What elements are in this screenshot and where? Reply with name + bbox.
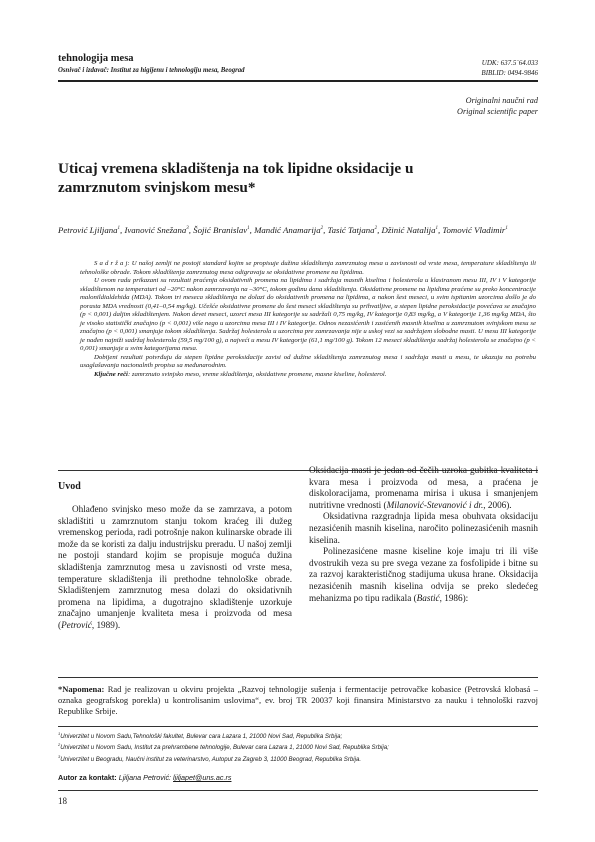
contact-author — [58, 773, 231, 782]
author: Ivanović Snežana$^3$, — [124, 224, 194, 235]
body-paragraph: Oksidacija masti je jedan od čečih uzroka gubitka kvaliteta i kvara mesa i proizvoda od mesa, a praćena je diskoloracijama, promenama mirisa i ukusa i smanjenjem nutritivne vrednosti (Milanović-Stevanović i dr., 2006). — [309, 465, 538, 510]
contact-name: Ljiljana Petrović: — [118, 773, 172, 782]
author: Tasić Tatjana$^2$, — [327, 224, 382, 235]
abstract-paragraph-1: S a d r ž a j: U našoj zemlji ne postoji standard kojim se propisuje dužina skladištenja zamrznutog mesa u zavisnosti od vrste mesa, temperature skladištenja ili tehnološke obrade. Tokom skladištenja zamrznutog mesa odigravaju se oksidativne promene na lipidima. — [80, 260, 536, 276]
title-line-1: Uticaj vremena skladištenja na tok lipidne oksidacije u — [58, 160, 414, 177]
abstract-paragraph-3: Dobijeni rezultati potvrđuju da stepen lipidne peroksidacije zavisi od dužine skladištenja zamrznutog mesa i sadržaja masti u mesu, te ukazuju na potrebu usaglašavanja nacionalnih propisa sa međunarodnim. — [80, 353, 536, 369]
section-heading: Uvod — [58, 481, 81, 492]
publisher-line: Osnivač i izdavač: Institut za higijenu i tehnologiju mesa, Beograd — [58, 67, 245, 74]
body-right-column — [309, 465, 538, 604]
citation: Petrović — [61, 619, 92, 630]
footnote-rule — [58, 677, 538, 678]
body-paragraph: Oksidativna razgradnja lipida mesa obuhvata oksidaciju nezasićenih masnih kiselina, naročito polinezasićenih masnih kiselina. — [309, 511, 538, 545]
author: Tomović Vladimir$^1$ — [442, 224, 508, 235]
biblid-code: BIBLID: 0494-9846 — [481, 69, 538, 77]
citation: Bastić — [416, 592, 440, 603]
keywords-text: : zamrznuto svinjsko meso, vreme skladištenja, oksidativne promene, masne kiseline, holesterol. — [127, 370, 387, 378]
abstract — [80, 260, 536, 379]
keywords — [80, 371, 536, 380]
contact-label: Autor za kontakt: — [58, 773, 117, 782]
page-number: 18 — [58, 796, 67, 806]
keywords-label: Ključne reči — [94, 370, 128, 378]
author: Mandić Anamarija$^2$, — [254, 224, 328, 235]
author: Džinić Natalija$^1$, — [381, 224, 443, 235]
journal-name: tehnologija mesa — [58, 53, 134, 64]
affiliation: $^3$Univerzitet u Beogradu, Naučni institut za veterinarstvo, Autoput za Zagreb 3, 11000 Beograd, Republika Srbija. — [58, 753, 362, 763]
affiliations — [58, 730, 538, 764]
body-paragraph: Ohlađeno svinjsko meso može da se zamrzava, a potom skladištiti u zamrznutom stanju tokom kraćeg ili dužeg vremenskog perioda, radi potrošnje nakon kulinarske obrade ili može da se koristi za dalju industrijsku preradu. U našoj zemlji ne postoji standard kojim se propisuje moguća dužina skladištenja zamrznutog mesa u zavisnosti od vrste mesa, temperature skladištenja ili prethodne tehnološke obrade. Skladištenjem zamrznutog mesa dolazi do oksidativnih promena na lipidima, a dugotrajno skladištenje uzorkuje značajno umanjenje kvaliteta mesa i proizvoda od mesa (Petrović, 1989). — [58, 504, 292, 630]
citation: Milanović-Stevanović i dr. — [386, 499, 484, 510]
author-list — [58, 223, 536, 236]
body-left-column — [58, 504, 292, 632]
contact-email-link[interactable]: ljiljapet@uns.ac.rs — [173, 773, 232, 782]
affiliations-rule — [58, 726, 538, 727]
paper-type-sr: Originalni naučni rad — [465, 96, 538, 105]
abstract-paragraph-2: U ovom radu prikazani su rezultati praćenja oksidativnih promena na lipidima i sadržaja masnih kiselina i holesterola u klasiranom mesu III, IV i V kategorije skladištenom na temperaturi od –20°C nakon zamrzavanja na –30°C, tokom godinu dana skladištenja. Oksidativne promene na lipidima praćene su preko koncentracije malonildialdehida (MDA). Tokom tri meseca skladištenja ne dolazi do oksidativnih promena na lipidima, a nakon šest meseci, u svim ispitanim uzorcima došlo je do porasta MDA vrednosti (0,41–0,54 mg/kg). Učešće oksidativne promene do šest meseci skladištenja su prihvatljive, a stepen lipidne peroksidacije povećava se značajno (p < 0,001) daljim skladištenjem. Nakon devet meseci, uzorci mesa III kategorije su sadržali 0,75 mg/kg, IV kategorije 0,83 mg/kg, a V kategorije 1,36 mg/kg MDA, što je visoko statistički značajno (p < 0,001) više nego u uzorcima mesa III i IV kategorije. Odnos nezasićenih i zasićenih masnih kiselina u zamrznutom svinjskom mesu se značajno (p < 0,001) smanjuje tokom skladištenja. Sadržaj holesterola u uzorcima pre zamrzavanja nije u uskoj vezi sa sadržajem slobodne masti. U mesu III kategorije je nađen najniži sadržaj holesterola (59,5 mg/100 g), a najveći u mesu IV kategorije (61,1 mg/100 g). Tokom 12 meseci skladištenja sadržaj holesterola se značajno (p < 0,001) smanjuje u svim kategorijama mesa. — [80, 277, 536, 352]
paper-type-en: Original scientific paper — [457, 107, 538, 116]
header-rule — [58, 80, 538, 82]
note-text: Rad je realizovan u okviru projekta „Razvoj tehnologije sušenja i fermentacije petrovačke kobasice (Petrovská klobasá – oznaka geografskog porekla) u kontrolisanim uslovima“, ev. broj TR 20037 koji finansira Ministarstvo za nauku i tehnološki razvoj Republike Srbije. — [58, 684, 538, 716]
funding-note — [58, 684, 538, 717]
title-line-2: zamrznutom svinjskom mesu* — [58, 179, 256, 196]
body-paragraph: Polinezasićene masne kiseline koje imaju tri ili više dvostrukih veza su pre svega vezane za fosfolipide i bitne su za razvoj karakterističnog stadijuma ukusa hrane. Oksidacija nezasićenih masnih kiselina odvija se preko sledećeg mehanizma po tipu radikala (Bastić, 1986): — [309, 546, 538, 603]
author: Petrović Ljiljana$^1$, — [58, 224, 125, 235]
paper-title — [58, 159, 538, 197]
note-label: *Napomena: — [58, 684, 105, 694]
author: Šojić Branislav$^1$, — [193, 224, 255, 235]
affiliation: $^2$Univerzitet u Novom Sadu, Institut za prehrambene tehnologije, Bulevar cara Lazara 1, 21000 Novi Sad, Republika Srbija; — [58, 742, 389, 752]
affiliation: $^1$Univerzitet u Novom Sadu,Tehnološki fakultet, Bulevar cara Lazara 1, 21000 Novi Sad, Republika Srbija; — [58, 731, 343, 741]
footer-rule — [58, 790, 538, 791]
udk-code: UDK: 637.5´64.033 — [481, 59, 538, 67]
